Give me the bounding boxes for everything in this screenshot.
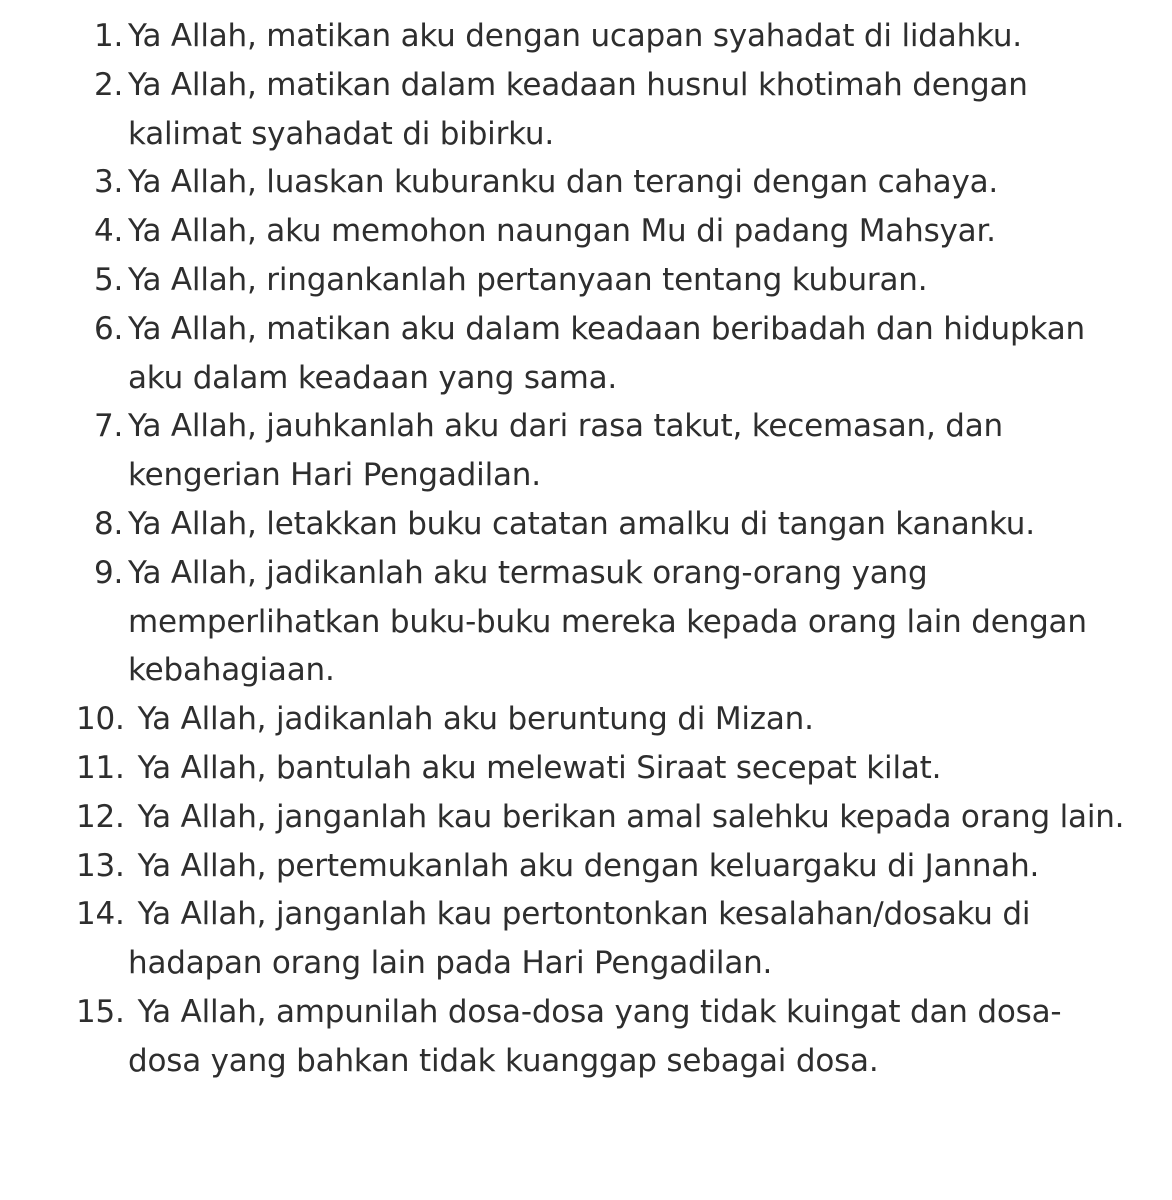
list-item <box>0 158 1172 207</box>
list-item <box>0 744 1172 793</box>
list-item <box>0 793 1172 842</box>
item-number: 15. <box>76 993 125 1030</box>
item-number: 10. <box>76 701 125 738</box>
list-item <box>0 12 1172 61</box>
item-text: Ya Allah, ampunilah dosa-dosa yang tidak kuingat dan dosa-dosa yang bahkan tidak kuanggap sebagai dosa. <box>128 993 1062 1079</box>
item-text: Ya Allah, luaskan kuburanku dan terangi dengan cahaya. <box>128 164 999 201</box>
list-item <box>0 207 1172 256</box>
item-text: Ya Allah, matikan aku dengan ucapan syahadat di lidahku. <box>128 18 1022 54</box>
item-number: 6. <box>94 310 124 347</box>
list-item <box>0 305 1172 403</box>
item-text: Ya Allah, matikan aku dalam keadaan beribadah dan hidupkan aku dalam keadaan yang sama. <box>128 310 1085 396</box>
item-text: Ya Allah, matikan dalam keadaan husnul khotimah dengan kalimat syahadat di bibirku. <box>128 66 1028 152</box>
item-number: 12. <box>76 798 125 835</box>
item-text: Ya Allah, bantulah aku melewati Siraat secepat kilat. <box>128 749 942 786</box>
item-number: 3. <box>94 164 124 201</box>
list-item <box>0 842 1172 891</box>
item-number: 2. <box>94 66 124 103</box>
item-text: Ya Allah, jauhkanlah aku dari rasa takut, kecemasan, dan kengerian Hari Pengadilan. <box>128 408 1004 494</box>
item-number: 8. <box>94 505 124 542</box>
list-item <box>0 256 1172 305</box>
item-text: Ya Allah, pertemukanlah aku dengan keluargaku di Jannah. <box>128 847 1040 884</box>
list-item <box>0 890 1172 988</box>
list-item <box>0 500 1172 549</box>
list-item <box>0 695 1172 744</box>
list-item <box>0 988 1172 1086</box>
item-number: 5. <box>94 261 124 298</box>
list-item <box>0 61 1172 159</box>
item-number: 11. <box>76 749 125 786</box>
item-text: Ya Allah, janganlah kau pertontonkan kesalahan/dosaku di hadapan orang lain pada Hari Pengadilan. <box>128 896 1031 982</box>
item-number: 7. <box>94 408 124 445</box>
item-number: 9. <box>94 554 124 591</box>
list-item <box>0 549 1172 695</box>
item-text: Ya Allah, aku memohon naungan Mu di padang Mahsyar. <box>128 213 996 250</box>
item-text: Ya Allah, letakkan buku catatan amalku di tangan kananku. <box>128 505 1035 542</box>
item-number: 4. <box>94 213 124 250</box>
item-text: Ya Allah, janganlah kau berikan amal salehku kepada orang lain. <box>128 798 1125 835</box>
list-item <box>0 402 1172 500</box>
item-text: Ya Allah, jadikanlah aku termasuk orang-orang yang memperlihatkan buku-buku mereka kepada orang lain dengan kebahagiaan. <box>128 554 1087 689</box>
item-text: Ya Allah, ringankanlah pertanyaan tentang kuburan. <box>128 261 928 298</box>
item-number: 14. <box>76 896 125 933</box>
item-number: 1. <box>94 18 124 54</box>
item-text: Ya Allah, jadikanlah aku beruntung di Mizan. <box>128 701 814 738</box>
item-number: 13. <box>76 847 125 884</box>
